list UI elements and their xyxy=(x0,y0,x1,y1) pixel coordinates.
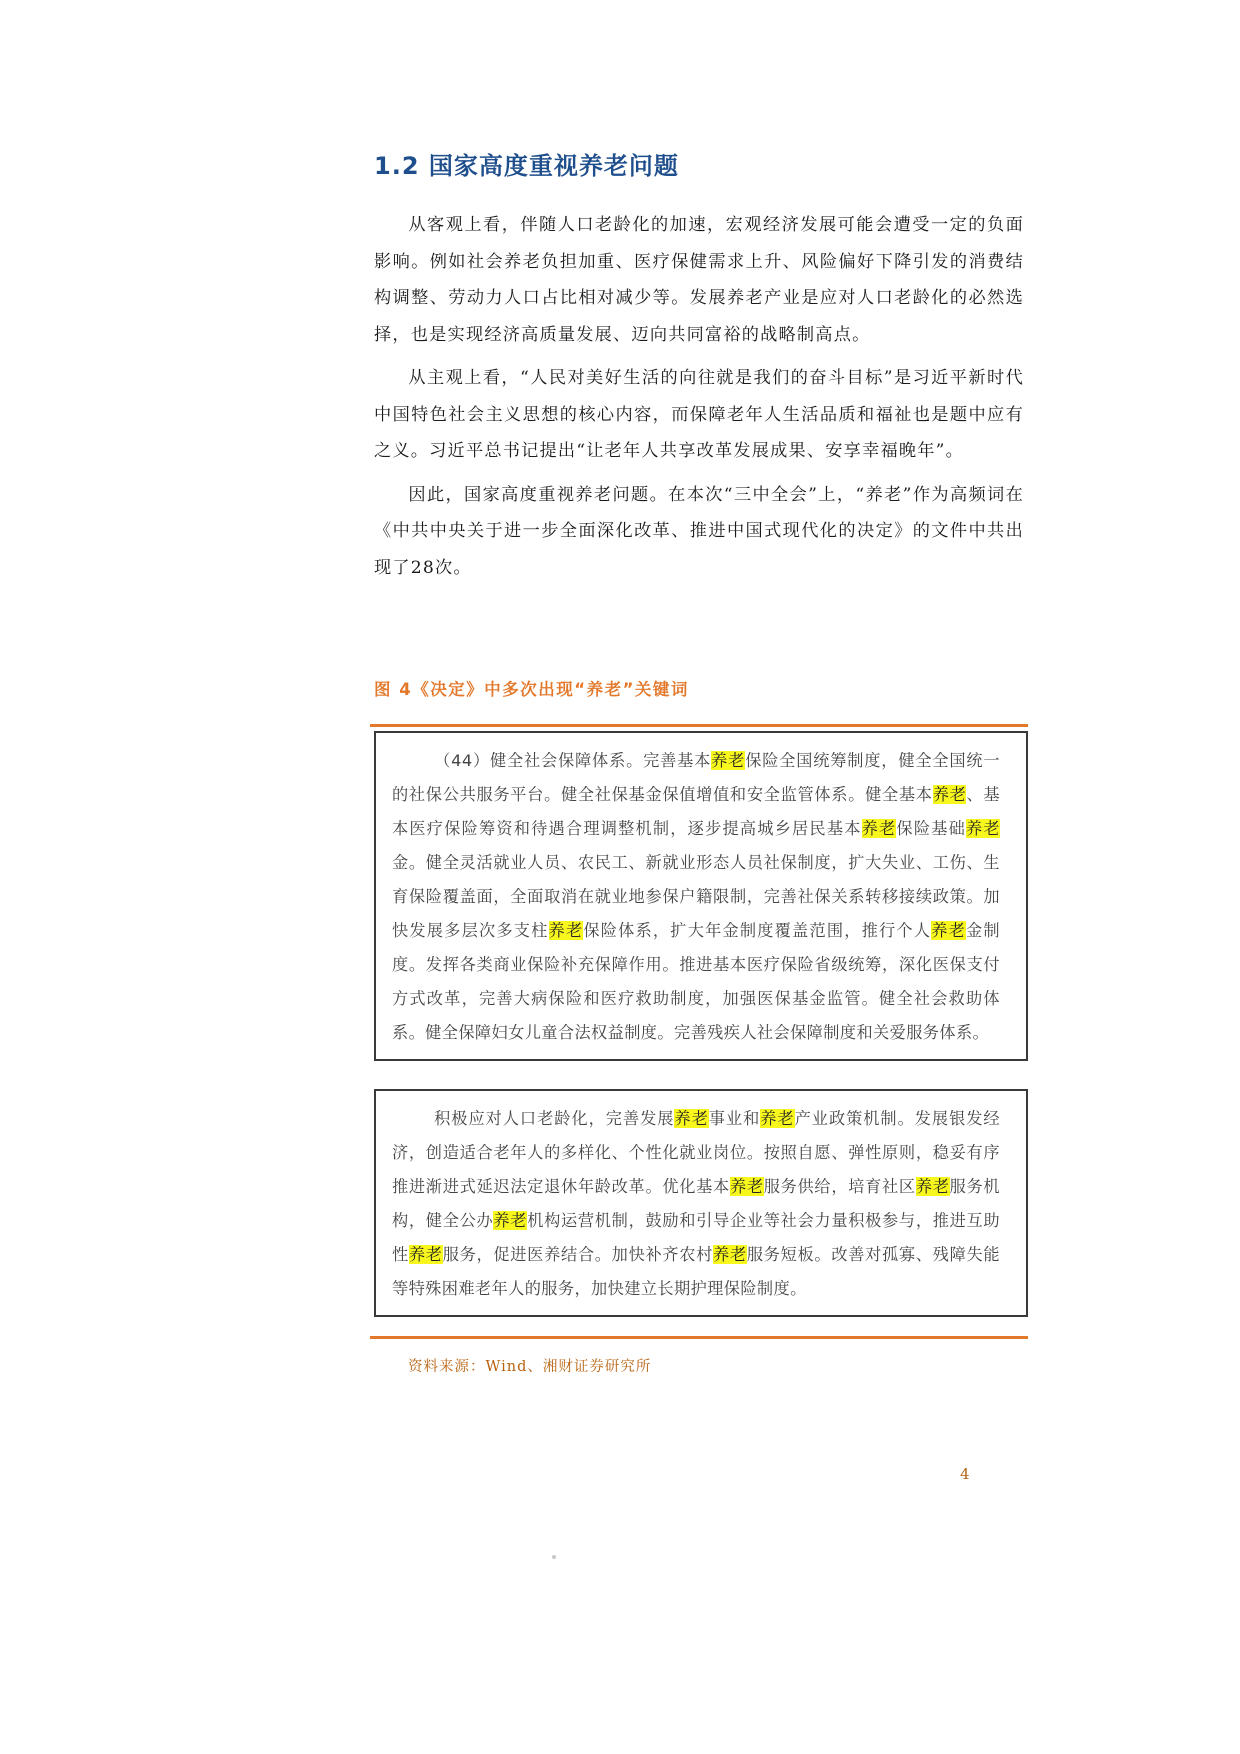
keyword-highlight: 养老 xyxy=(548,921,584,940)
excerpt-text-run: 事业和 xyxy=(708,1109,761,1128)
figure-source: 资料来源：Wind、湘财证券研究所 xyxy=(408,1359,652,1375)
keyword-highlight: 养老 xyxy=(931,921,967,940)
keyword-highlight: 养老 xyxy=(713,1245,747,1264)
excerpt-text-run: 服务机构，健全公办 xyxy=(392,1177,1000,1230)
keyword-highlight: 养老 xyxy=(408,1245,443,1264)
excerpt-text-run: 服务供给，培育社区 xyxy=(763,1177,916,1196)
excerpt-text-run: 保险基础 xyxy=(896,819,966,838)
keyword-highlight: 养老 xyxy=(915,1177,950,1196)
keyword-highlight: 养老 xyxy=(760,1109,795,1128)
excerpt-text-run: 金。健全灵活就业人员、农民工、新就业形态人员社保制度，扩大失业、工伤、生育保险覆盖面，全面取消在就业地参保户籍限制，完善社保关系转移接续政策。加快发展多层次多支柱 xyxy=(392,853,1000,940)
page-number: 4 xyxy=(960,1465,970,1483)
excerpt-text-run: 积极应对人口老龄化，完善发展 xyxy=(434,1109,675,1128)
keyword-highlight: 养老 xyxy=(729,1177,764,1196)
paragraph-conclusion: 因此，国家高度重视养老问题。在本次“三中全会”上，“养老”作为高频词在《中共中央关于进一步全面深化改革、推进中国式现代化的决定》的文件中共出现了28次。 xyxy=(374,484,1024,578)
excerpt-text-run: 保险全国统筹制度，健全全国统一的社保公共服务平台。健全社保基金保值增值和安全监管体系。健全基本 xyxy=(392,751,1000,804)
figure-bottom-rule xyxy=(370,1336,1028,1339)
keyword-highlight: 养老 xyxy=(493,1211,528,1230)
section-title: 1.2 国家高度重视养老问题 xyxy=(374,152,679,180)
excerpt-text-run: 产业政策机制。发展银发经济，创造适合老年人的多样化、个性化就业岗位。按照自愿、弹性原则，稳妥有序推进渐进式延迟法定退休年龄改革。优化基本 xyxy=(392,1109,1001,1196)
keyword-highlight: 养老 xyxy=(674,1109,709,1128)
excerpt-text-run: （44）健全社会保障体系。完善基本 xyxy=(434,751,712,770)
paragraph-objective: 从客观上看，伴随人口老龄化的加速，宏观经济发展可能会遭受一定的负面影响。例如社会养老负担加重、医疗保健需求上升、风险偏好下降引发的消费结构调整、劳动力人口占比相对减少等。发展养老产业是应对人口老龄化的必然选择，也是实现经济高质量发展、迈向共同富裕的战略制高点。 xyxy=(374,215,1024,345)
paragraph-subjective: 从主观上看，“人民对美好生活的向往就是我们的奋斗目标”是习近平新时代中国特色社会主义思想的核心内容，而保障老年人生活品质和福祉也是题中应有之义。习近平总书记提出“让老年人共享改革发展成果、安享幸福晚年”。 xyxy=(374,368,1024,461)
excerpt-text-run: 保险体系，扩大年金制度覆盖范围，推行个人 xyxy=(583,921,932,940)
excerpt-box-social-security xyxy=(374,731,1028,1061)
excerpt-text-run: 、基本医疗保险筹资和待遇合理调整机制，逐步提高城乡居民基本 xyxy=(392,785,1000,838)
body-text xyxy=(374,207,1024,593)
figure-title: 图 4《决定》中多次出现“养老”关键词 xyxy=(374,680,689,699)
footer-dot xyxy=(552,1555,556,1559)
excerpt-text-run: 服务短板。改善对孤寡、残障失能等特殊困难老年人的服务，加快建立长期护理保险制度。 xyxy=(392,1245,1000,1298)
keyword-highlight: 养老 xyxy=(932,785,967,804)
excerpt-text-run: 金制度。发挥各类商业保险补充保障作用。推进基本医疗保险省级统筹，深化医保支付方式改革，完善大病保险和医疗救助制度，加强医保基金监管。健全社会救助体系。健全保障妇女儿童合法权益制度。完善残疾人社会保障制度和关爱服务体系。 xyxy=(392,921,1000,1042)
figure-top-rule xyxy=(370,724,1028,727)
keyword-highlight: 养老 xyxy=(966,819,1000,838)
keyword-highlight: 养老 xyxy=(861,819,897,838)
keyword-highlight: 养老 xyxy=(711,751,746,770)
excerpt-box-aging-response xyxy=(374,1089,1028,1317)
excerpt-text-run: 服务，促进医养结合。加快补齐农村 xyxy=(442,1245,714,1264)
excerpt-text-run: 机构运营机制，鼓励和引导企业等社会力量积极参与，推进互助性 xyxy=(392,1211,1000,1264)
excerpt-text xyxy=(392,744,1000,1050)
excerpt-text xyxy=(392,1102,1000,1306)
